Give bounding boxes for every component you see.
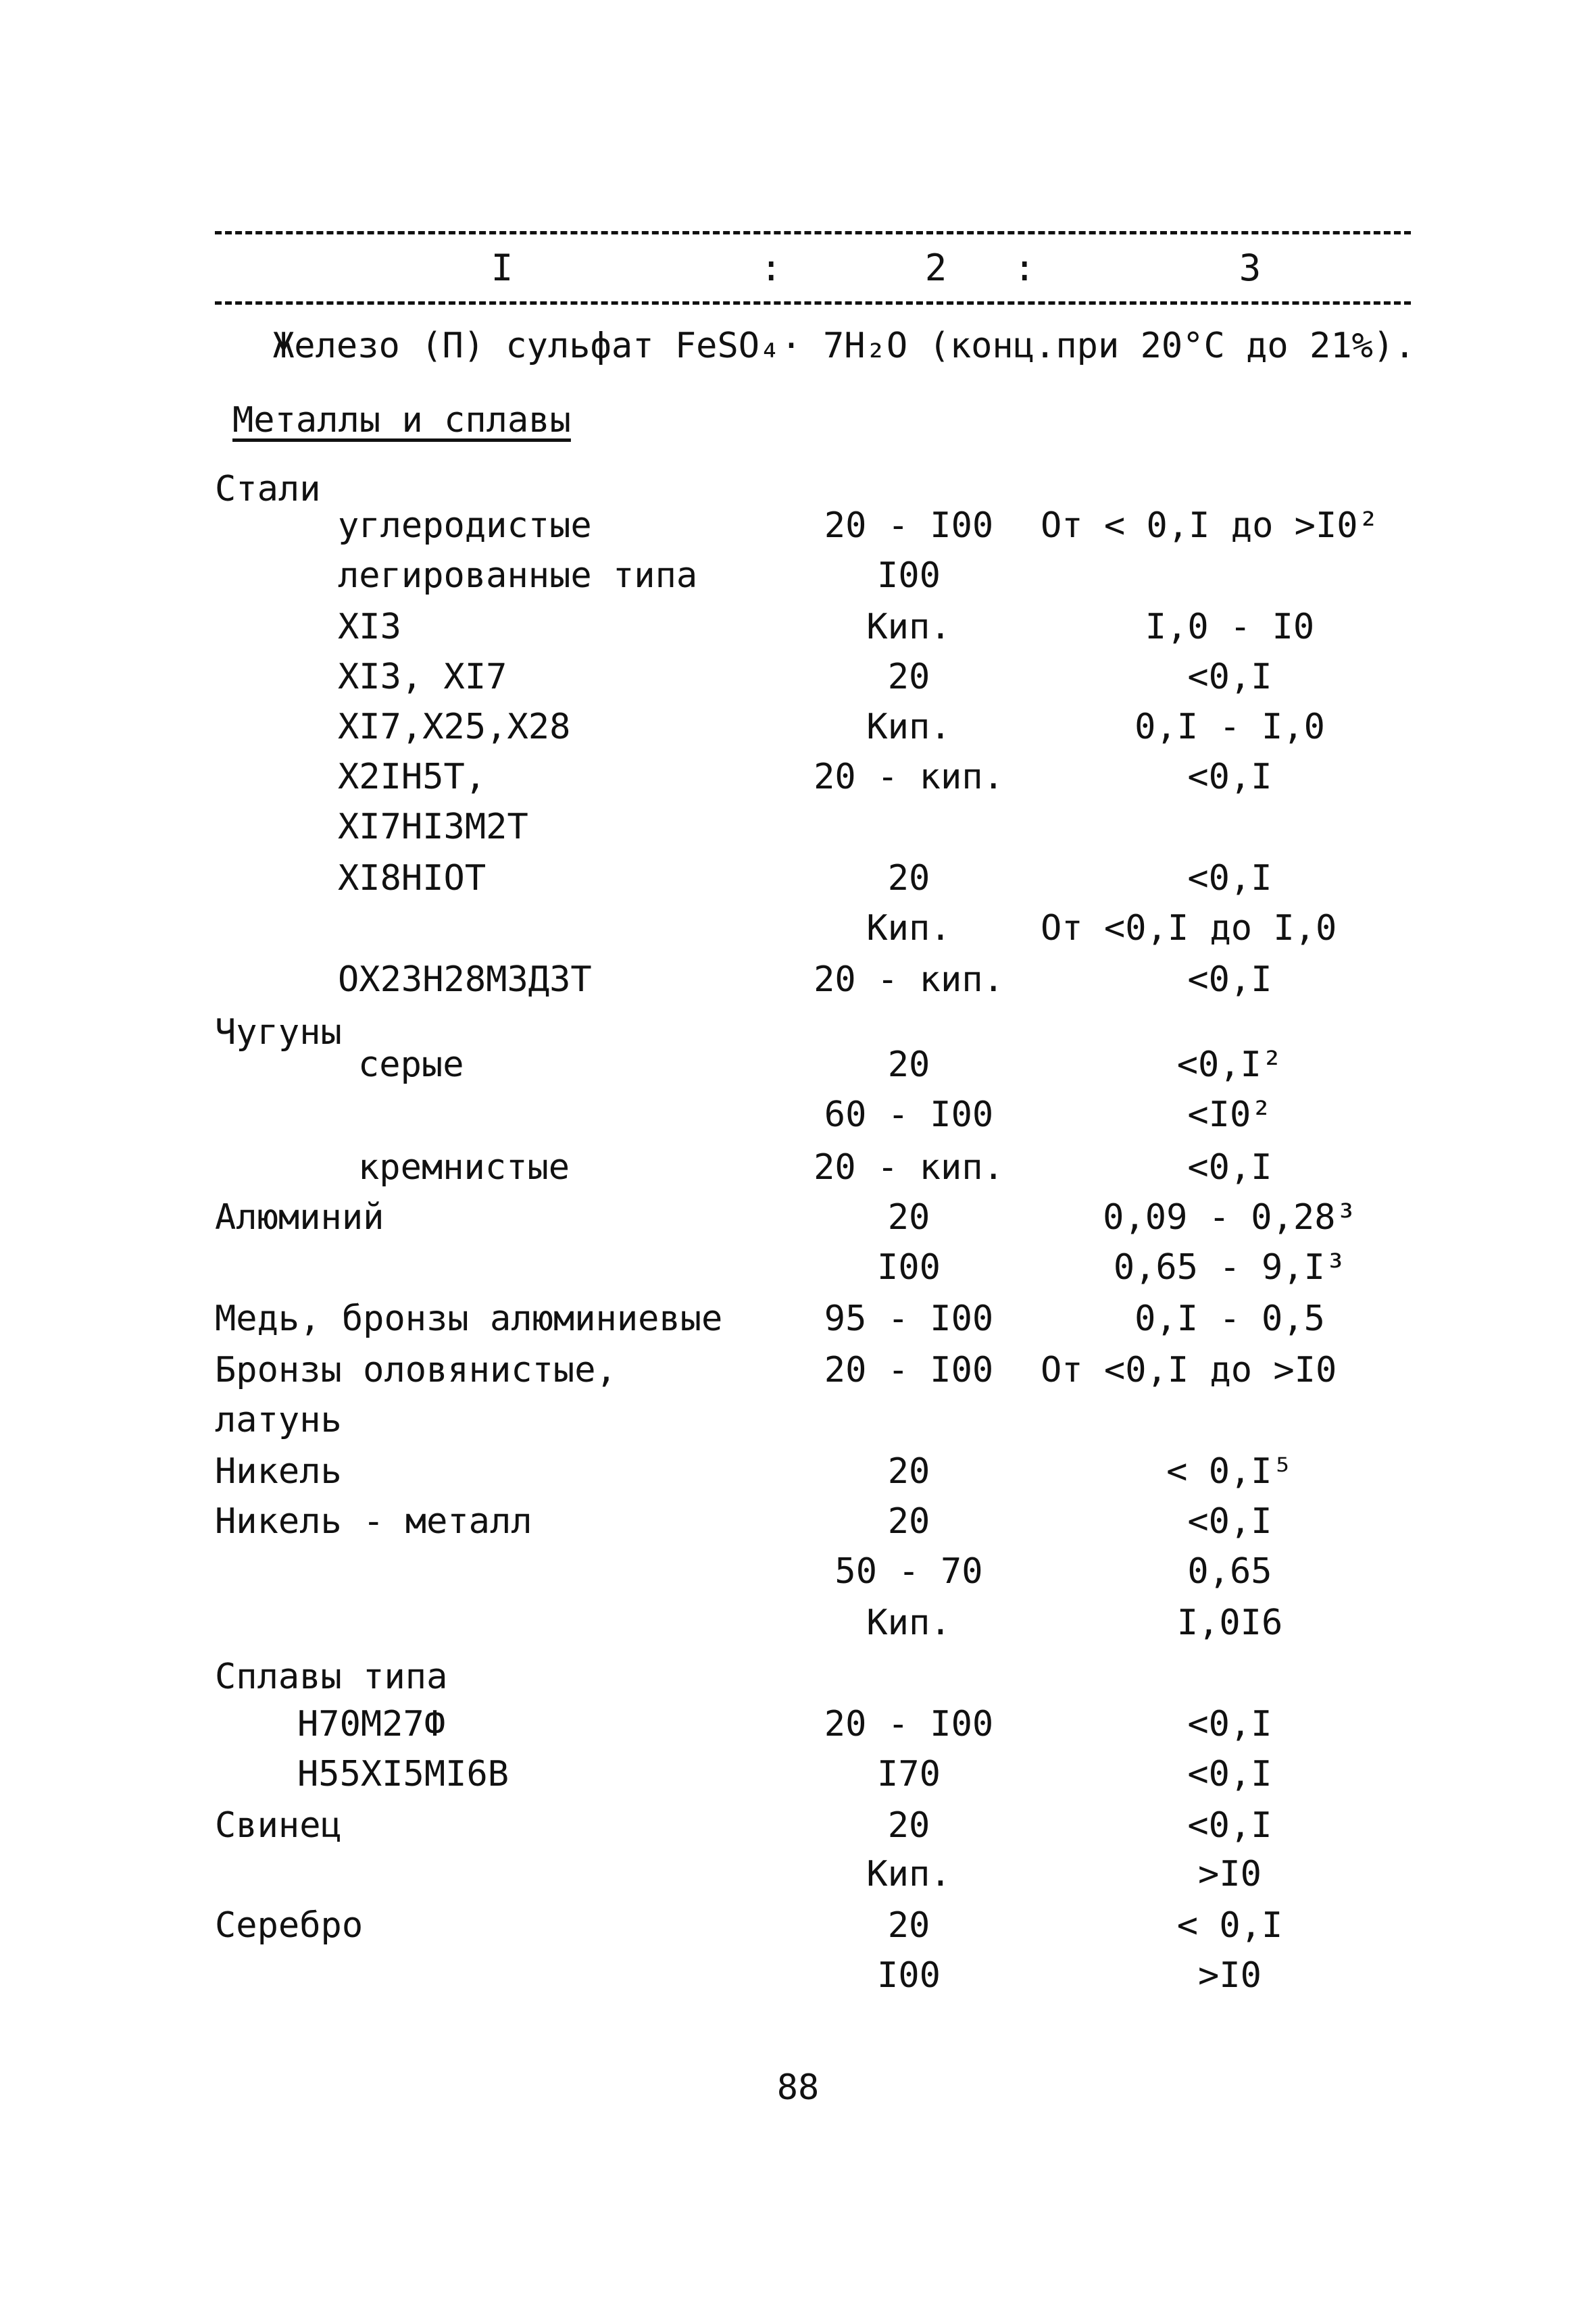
material-name: X2IH5T, [338,757,487,797]
material-name: H55XI5MI6B [297,1754,509,1794]
material-name: Стали [215,469,321,509]
table-row [0,1950,1596,2001]
corrosion-rate-value: 0,65 [1187,1551,1272,1592]
corrosion-rate-value: <0,I [1187,1501,1272,1542]
table-row [0,1848,1596,1900]
temperature-value: 20 [887,1905,930,1946]
temperature-value: 20 [887,1805,930,1846]
material-name: кремнистые [358,1147,570,1188]
temperature-value: 20 [887,858,930,899]
material-name: XI8HIOT [338,858,487,899]
column-header-2: 2 [924,247,947,289]
material-name: XI7HI3M2T [338,807,528,847]
temperature-value: 20 [887,1451,930,1492]
temperature-value: 20 - кип. [814,959,1004,1000]
temperature-value: Кип. [866,908,951,949]
material-name: Чугуны [215,1012,342,1053]
table-row [0,500,1596,551]
material-name: Медь, бронзы алюминиевые [215,1299,723,1339]
column-separator: : [1014,247,1036,289]
table-row [0,1142,1596,1193]
temperature-value: 60 - I00 [824,1095,994,1135]
corrosion-rate-value: <0,I [1187,858,1272,899]
temperature-value: I00 [877,1955,941,1996]
table-row [0,1089,1596,1140]
corrosion-rate-value: 0,65 - 9,I³ [1113,1247,1347,1288]
temperature-value: 20 [887,657,930,697]
page-number: 88 [776,2067,820,2108]
table-row [0,1394,1596,1446]
temperature-value: 20 [887,1045,930,1085]
material-name: Бронзы оловянистые, [215,1350,617,1390]
table-row [0,903,1596,954]
temperature-value: 20 - I00 [824,1704,994,1744]
temperature-value: Кип. [866,607,951,647]
table-row [0,550,1596,601]
temperature-value: 20 - кип. [814,1147,1004,1188]
material-name: углеродистые [338,505,592,546]
corrosion-rate-value: 0,09 - 0,28³ [1103,1197,1357,1238]
material-name: Алюминий [215,1197,384,1238]
corrosion-rate-value: <0,I [1187,757,1272,797]
table-row [0,651,1596,703]
material-name: Сплавы типа [215,1657,448,1697]
material-name: латунь [215,1400,342,1440]
table-row [0,601,1596,653]
corrosion-rate-value: <0,I [1187,1805,1272,1846]
table-row [0,701,1596,753]
temperature-value: 95 - I00 [824,1299,994,1339]
corrosion-rate-value: <0,I [1187,959,1272,1000]
corrosion-rate-value: >I0 [1198,1854,1262,1894]
corrosion-rate-value: <0,I [1187,1147,1272,1188]
material-name: легированные типа [338,555,698,596]
corrosion-rate-value: < 0,I⁵ [1166,1451,1293,1492]
corrosion-rate-value: I,0 - I0 [1145,607,1315,647]
corrosion-rate-value: 0,I - 0,5 [1134,1299,1325,1339]
temperature-value: Кип. [866,1603,951,1643]
table-row [0,1597,1596,1649]
table-row [0,751,1596,803]
material-name: серые [358,1045,464,1085]
corrosion-rate-value: От <0,I до >I0 [1041,1350,1337,1390]
column-header-1: I [491,247,514,289]
table-row [0,853,1596,904]
table-row [0,1039,1596,1090]
material-name: XI3 [338,607,401,647]
table-row [0,1446,1596,1497]
material-name: XI7,X25,X28 [338,707,571,747]
temperature-value: I70 [877,1754,941,1794]
material-name: Свинец [215,1805,342,1846]
temperature-value: Кип. [866,707,951,747]
table-row [0,954,1596,1005]
material-name: OX23H28M3Д3T [338,959,592,1000]
section-title: Металлы и сплавы [232,400,571,441]
corrosion-rate-value: < 0,I [1176,1905,1283,1946]
material-name: Серебро [215,1905,364,1946]
temperature-value: I00 [877,555,941,596]
table-row [0,1293,1596,1344]
column-header-3: 3 [1239,247,1262,289]
table-row [0,1699,1596,1750]
table-row [0,1749,1596,1800]
table-row [0,1242,1596,1293]
material-name: XI3, XI7 [338,657,507,697]
corrosion-rate-value: 0,I - I,0 [1134,707,1325,747]
top-dashed-rule [215,231,1411,234]
table-row [0,1546,1596,1597]
corrosion-rate-value: От <0,I до I,0 [1041,908,1337,949]
temperature-value: 20 - кип. [814,757,1004,797]
column-separator: : [760,247,782,289]
table-row [0,1344,1596,1396]
temperature-value: 50 - 70 [834,1551,983,1592]
substance-heading: Железо (П) сульфат FeSO₄· 7H₂O (конц.при 20°С до 21%). [273,326,1416,366]
temperature-value: Кип. [866,1854,951,1894]
material-name: H70M27Ф [297,1704,446,1744]
material-name: Никель [215,1451,342,1492]
material-name: Никель - металл [215,1501,532,1542]
table-row [0,1651,1596,1703]
temperature-value: I00 [877,1247,941,1288]
temperature-value: 20 - I00 [824,1350,994,1390]
table-row [0,1496,1596,1547]
temperature-value: 20 [887,1197,930,1238]
temperature-value: 20 - I00 [824,505,994,546]
corrosion-rate-value: >I0 [1198,1955,1262,1996]
corrosion-rate-value: <I0² [1187,1095,1272,1135]
table-row [0,1192,1596,1243]
table-row [0,1800,1596,1851]
corrosion-rate-value: <0,I [1187,1704,1272,1744]
temperature-value: 20 [887,1501,930,1542]
corrosion-rate-value: <0,I² [1176,1045,1283,1085]
table-row [0,1900,1596,1951]
table-row [0,801,1596,853]
corrosion-rate-value: <0,I [1187,657,1272,697]
corrosion-rate-value: I,0I6 [1176,1603,1283,1643]
corrosion-rate-value: <0,I [1187,1754,1272,1794]
corrosion-rate-value: От < 0,I до >I0² [1041,505,1379,546]
header-dashed-rule [215,301,1411,305]
